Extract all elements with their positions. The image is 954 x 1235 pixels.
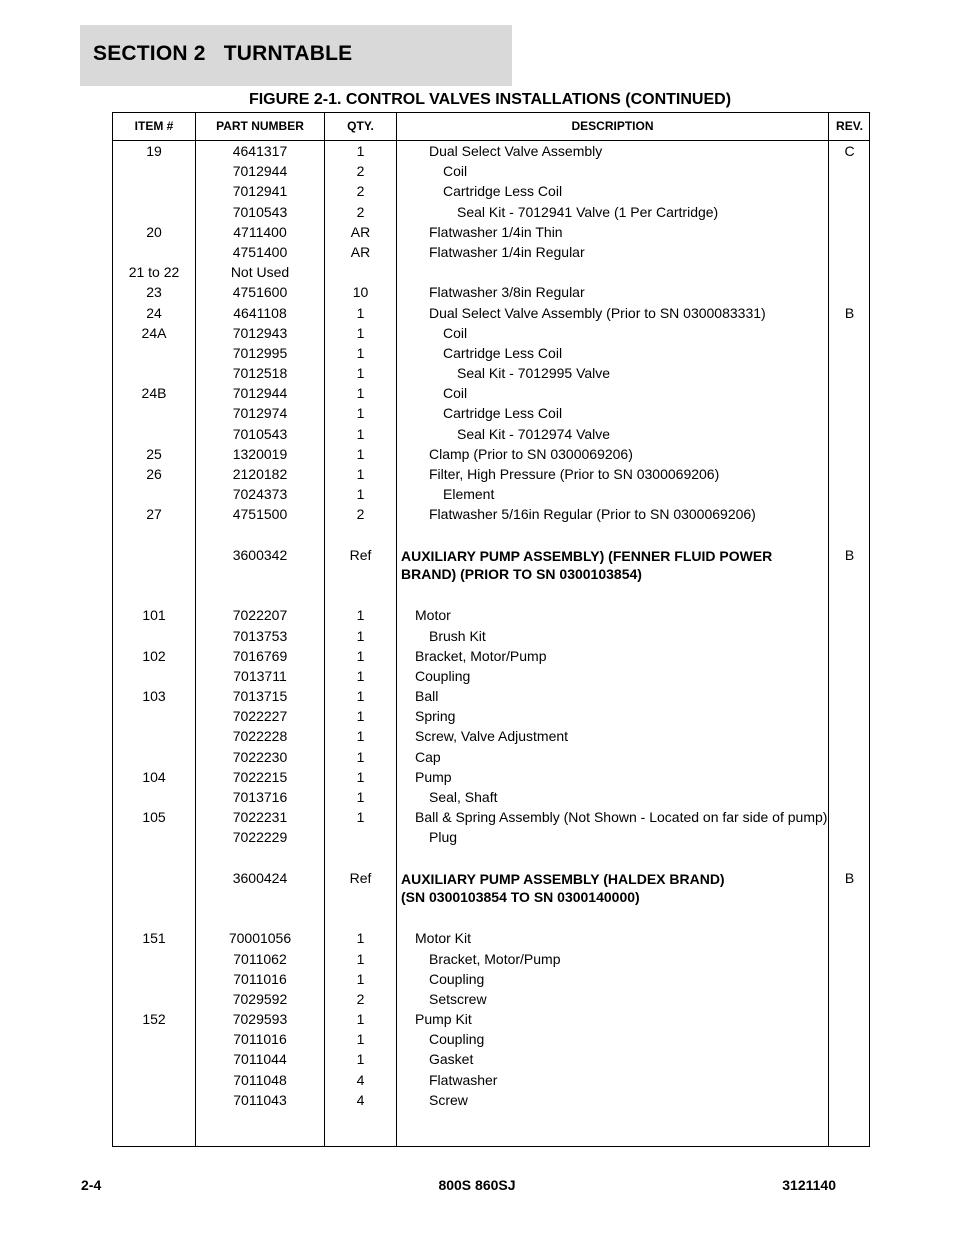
qty-cell: 1	[356, 667, 365, 684]
description-cell: Motor	[415, 607, 451, 624]
description-cell: Clamp (Prior to SN 0300069206)	[429, 445, 633, 462]
rev-cell: B	[844, 304, 855, 321]
table-row	[113, 444, 869, 464]
description-cell: Dual Select Valve Assembly (Prior to SN 0300083331)	[429, 304, 766, 321]
part-number-cell: 4641108	[233, 304, 287, 321]
table-row	[113, 868, 869, 908]
page-number: 2-4	[81, 1177, 102, 1193]
part-number-cell: 7022228	[232, 728, 288, 745]
table-row	[113, 1070, 869, 1090]
qty-cell: 2	[356, 506, 365, 523]
description-cell: Cartridge Less Coil	[443, 344, 563, 361]
item-number-cell: 26	[146, 466, 162, 482]
description-cell: Seal Kit - 7012974 Valve	[457, 425, 611, 442]
part-number-cell: 7012995	[232, 344, 288, 361]
description-cell: Coil	[443, 385, 468, 402]
part-number-cell: 7010543	[232, 425, 288, 442]
table-row	[113, 262, 869, 282]
table-row	[113, 969, 869, 989]
qty-cell: 1	[356, 748, 365, 765]
table-row	[113, 504, 869, 524]
item-number-cell: 23	[146, 284, 162, 301]
description-cell: Setscrew	[429, 990, 487, 1007]
table-row	[113, 161, 869, 181]
description-cell: Ball & Spring Assembly (Not Shown - Located on far side of pump)	[415, 809, 828, 826]
qty-cell: 1	[356, 385, 365, 402]
parts-table	[112, 112, 870, 1147]
part-number-cell: 7012944	[232, 385, 288, 402]
description-cell: Coil	[443, 163, 468, 180]
header-qty: QTY.	[347, 119, 374, 133]
part-number-cell: 7022227	[232, 708, 288, 725]
description-cell: Pump	[415, 768, 452, 785]
rev-cell: B	[844, 869, 855, 886]
description-cell: Bracket, Motor/Pump	[429, 950, 561, 967]
qty-cell: 1	[356, 466, 365, 482]
item-number-cell: 104	[142, 768, 166, 785]
table-row	[113, 949, 869, 969]
model-number: 800S 860SJ	[438, 1177, 516, 1193]
table-row	[113, 484, 869, 504]
description-cell: Flatwasher 1/4in Thin	[429, 223, 563, 240]
rev-cell: B	[844, 546, 855, 563]
qty-cell: 2	[356, 163, 365, 180]
description-cell: Coupling	[415, 667, 471, 684]
qty-cell: 1	[356, 365, 365, 382]
part-number-cell: 7012518	[232, 365, 288, 382]
description-cell: Plug	[429, 829, 458, 846]
table-row	[113, 585, 869, 605]
qty-cell: 1	[356, 486, 365, 503]
qty-cell: 1	[356, 304, 365, 321]
table-row	[113, 424, 869, 444]
qty-cell: 1	[356, 930, 365, 947]
table-row	[113, 848, 869, 868]
part-number-cell: 4751600	[232, 284, 288, 301]
qty-cell: AR	[350, 243, 371, 260]
description-cell: Seal Kit - 7012941 Valve (1 Per Cartridge)	[457, 203, 719, 220]
header-description: DESCRIPTION	[571, 119, 654, 133]
qty-cell: 4	[356, 1091, 365, 1108]
description-cell: Flatwasher 1/4in Regular	[429, 243, 585, 260]
rev-cell: C	[844, 143, 855, 159]
part-number-cell: 7016769	[232, 647, 288, 664]
part-number-cell: 7022215	[232, 768, 288, 785]
qty-cell: Ref	[349, 869, 372, 886]
qty-cell: 1	[356, 627, 365, 644]
table-row	[113, 202, 869, 222]
description-cell: AUXILIARY PUMP ASSEMBLY) (FENNER FLUID POWER BRAND) (PRIOR TO SN 0300103854)	[401, 547, 773, 582]
item-number-cell: 27	[146, 506, 162, 523]
item-number-cell: 25	[146, 445, 162, 462]
table-row	[113, 303, 869, 323]
qty-cell: 1	[356, 143, 365, 159]
part-number-cell: 4751500	[232, 506, 288, 523]
qty-cell: 1	[356, 1051, 365, 1068]
qty-cell: 1	[356, 607, 365, 624]
description-cell: Spring	[415, 708, 456, 725]
description-cell: Filter, High Pressure (Prior to SN 0300069206)	[429, 466, 720, 482]
part-number-cell: 2120182	[232, 466, 288, 482]
description-cell: Pump Kit	[415, 1011, 472, 1028]
item-number-cell: 152	[142, 1011, 166, 1028]
item-number-cell: 103	[142, 688, 166, 705]
part-number-cell: 7011016	[233, 1031, 287, 1048]
part-number-cell: 7024373	[232, 486, 288, 503]
qty-cell: 1	[356, 809, 365, 826]
qty-cell: 1	[356, 728, 365, 745]
description-cell: Dual Select Valve Assembly	[429, 143, 603, 159]
description-cell: AUXILIARY PUMP ASSEMBLY (HALDEX BRAND) (SN 0300103854 TO SN 0300140000)	[401, 870, 725, 905]
table-row	[113, 908, 869, 928]
description-cell: Cartridge Less Coil	[443, 183, 563, 200]
table-row	[113, 363, 869, 383]
description-cell: Element	[443, 486, 495, 503]
part-number-cell: 3600424	[232, 869, 288, 886]
part-number-cell: 7011043	[233, 1091, 287, 1108]
header-part-number: PART NUMBER	[216, 119, 304, 133]
qty-cell: 1	[356, 425, 365, 442]
item-number-cell: 101	[142, 607, 166, 624]
table-row	[113, 1009, 869, 1029]
table-row	[113, 989, 869, 1009]
part-number-cell: 7012941	[232, 183, 288, 200]
table-row	[113, 282, 869, 302]
header-rev: REV.	[836, 119, 863, 133]
item-number-cell: 105	[142, 809, 166, 826]
description-cell: Cap	[415, 748, 441, 765]
table-row	[113, 141, 869, 161]
item-number-cell: 24	[146, 304, 162, 321]
part-number-cell: 7013753	[232, 627, 288, 644]
part-number-cell: 7012944	[232, 163, 288, 180]
table-row	[113, 726, 869, 746]
description-cell: Flatwasher 3/8in Regular	[429, 284, 585, 301]
part-number-cell: 7012974	[232, 405, 288, 422]
description-cell: Flatwasher	[429, 1071, 498, 1088]
qty-cell: 10	[352, 284, 369, 301]
item-number-cell: 20	[146, 223, 162, 240]
table-row	[113, 464, 869, 484]
table-row	[113, 646, 869, 666]
table-row	[113, 767, 869, 787]
table-row	[113, 827, 869, 847]
table-row	[113, 242, 869, 262]
part-number-cell: 7022229	[232, 829, 288, 846]
part-number-cell: 7029593	[232, 1011, 288, 1028]
part-number-cell: Not Used	[230, 264, 290, 281]
item-number-cell: 21 to 22	[128, 264, 180, 281]
part-number-cell: 7013715	[232, 688, 288, 705]
qty-cell: 1	[356, 344, 365, 361]
table-row	[113, 787, 869, 807]
qty-cell: Ref	[349, 546, 372, 563]
description-cell: Seal, Shaft	[429, 789, 498, 806]
part-number-cell: 7012943	[232, 324, 288, 341]
qty-cell: 1	[356, 708, 365, 725]
qty-cell: 1	[356, 324, 365, 341]
part-number-cell: 4751400	[232, 243, 288, 260]
qty-cell: 1	[356, 688, 365, 705]
part-number-cell: 7029592	[232, 990, 288, 1007]
description-cell: Screw	[429, 1091, 468, 1108]
part-number-cell: 7022207	[232, 607, 288, 624]
part-number-cell: 4641317	[232, 143, 288, 159]
part-number-cell: 7011044	[233, 1051, 287, 1068]
table-row	[113, 605, 869, 625]
item-number-cell: 19	[146, 143, 162, 159]
part-number-cell: 4711400	[233, 223, 287, 240]
qty-cell: 1	[356, 1011, 365, 1028]
qty-cell: 1	[356, 768, 365, 785]
part-number-cell: 7013716	[232, 789, 288, 806]
table-row	[113, 666, 869, 686]
description-cell: Seal Kit - 7012995 Valve	[457, 365, 611, 382]
part-number-cell: 7011048	[233, 1071, 287, 1088]
table-row	[113, 383, 869, 403]
part-number-cell: 7011062	[233, 950, 287, 967]
description-cell: Gasket	[429, 1051, 474, 1068]
part-number-cell: 70001056	[228, 930, 292, 947]
part-number-cell: 7022231	[232, 809, 288, 826]
figure-title-text: FIGURE 2-1. CONTROL VALVES INSTALLATIONS (CONTINUED)	[248, 91, 732, 108]
table-row	[113, 525, 869, 545]
table-row	[113, 747, 869, 767]
table-row	[113, 626, 869, 646]
part-number-cell: 3600342	[232, 546, 288, 563]
qty-cell: 2	[356, 183, 365, 200]
description-cell: Cartridge Less Coil	[443, 405, 563, 422]
qty-cell: 1	[356, 789, 365, 806]
part-number-cell: 7010543	[232, 203, 288, 220]
table-row	[113, 706, 869, 726]
description-cell: Ball	[415, 688, 439, 705]
table-row	[113, 807, 869, 827]
qty-cell: 4	[356, 1071, 365, 1088]
header-item: ITEM #	[134, 119, 174, 133]
table-row	[113, 928, 869, 948]
table-row	[113, 1029, 869, 1049]
part-number-cell: 1320019	[232, 445, 288, 462]
section-title: SECTION 2 TURNTABLE	[93, 42, 353, 65]
description-cell: Brush Kit	[429, 627, 486, 644]
table-row	[113, 1049, 869, 1069]
table-row	[113, 181, 869, 201]
description-cell: Flatwasher 5/16in Regular (Prior to SN 0300069206)	[429, 506, 756, 523]
item-number-cell: 151	[142, 930, 166, 947]
description-cell: Screw, Valve Adjustment	[415, 728, 569, 745]
table-row	[113, 545, 869, 585]
table-row	[113, 222, 869, 242]
table-row	[113, 1090, 869, 1110]
qty-cell: 1	[356, 970, 365, 987]
qty-cell: 1	[356, 1031, 365, 1048]
qty-cell: 1	[356, 950, 365, 967]
qty-cell: 2	[356, 203, 365, 220]
qty-cell: 2	[356, 990, 365, 1007]
figure-title	[0, 91, 954, 109]
item-number-cell: 24A	[141, 324, 167, 341]
part-number-cell: 7022230	[232, 748, 288, 765]
description-cell: Motor Kit	[415, 930, 472, 947]
table-row	[113, 343, 869, 363]
item-number-cell: 24B	[141, 385, 167, 402]
description-cell: Bracket, Motor/Pump	[415, 647, 547, 664]
section-banner	[80, 25, 512, 86]
qty-cell: 1	[356, 647, 365, 664]
table-row	[113, 403, 869, 423]
part-number-cell: 7011016	[233, 970, 287, 987]
part-number-cell: 7013711	[233, 667, 287, 684]
manual-number: 3121140	[782, 1177, 836, 1193]
table-row	[113, 686, 869, 706]
qty-cell: 1	[356, 445, 365, 462]
description-cell: Coupling	[429, 1031, 485, 1048]
description-cell: Coupling	[429, 970, 485, 987]
table-row	[113, 323, 869, 343]
description-cell: Coil	[443, 324, 468, 341]
qty-cell: AR	[350, 223, 371, 240]
table-body	[113, 141, 869, 1110]
qty-cell: 1	[356, 405, 365, 422]
item-number-cell: 102	[142, 647, 166, 664]
